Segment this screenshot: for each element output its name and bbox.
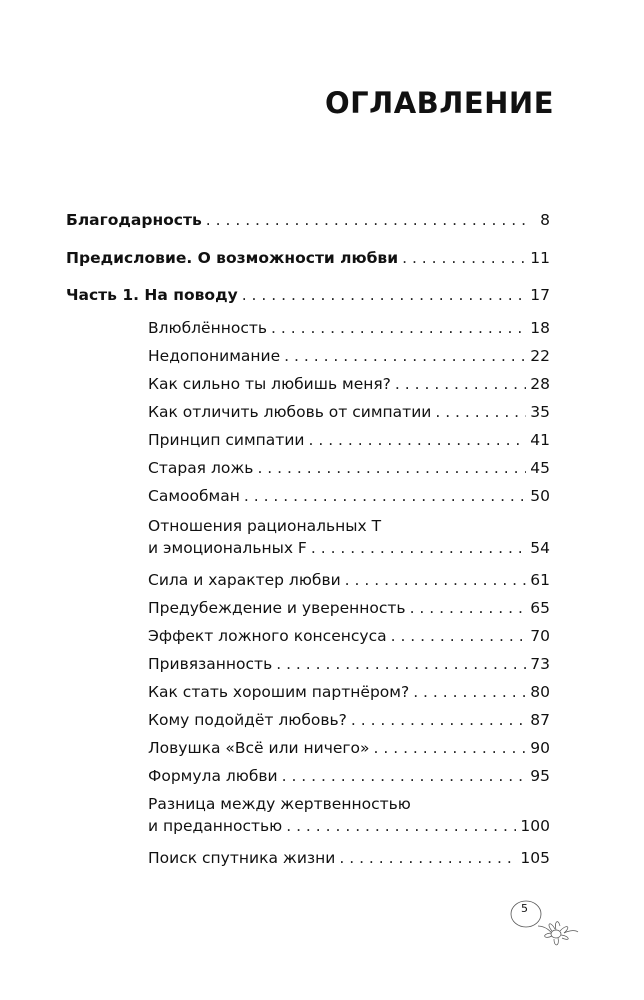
dot-leader (244, 485, 526, 507)
toc-entry-label: Самообман (148, 487, 240, 505)
toc-entry (148, 847, 550, 869)
dot-leader (351, 709, 526, 731)
toc-entry (148, 737, 550, 759)
toc-entry (148, 317, 550, 339)
toc-entry-label: Эффект ложного консенсуса (148, 627, 387, 645)
toc-entry (148, 345, 550, 367)
dot-leader (339, 847, 516, 869)
toc-entry-page: 28 (530, 375, 550, 393)
toc-entry-page: 41 (530, 431, 550, 449)
dot-leader (435, 401, 526, 423)
toc-entry-label: Ловушка «Всё или ничего» (148, 739, 370, 757)
dot-leader (374, 737, 527, 759)
toc-entry (148, 569, 550, 591)
page-number: 5 (521, 902, 528, 915)
toc-entry (148, 625, 550, 647)
daisy-flower-icon (508, 896, 580, 948)
dot-leader (286, 815, 516, 837)
toc-entry-label: Кому подойдёт любовь? (148, 711, 347, 729)
toc-entry (66, 247, 550, 269)
dot-leader (276, 653, 526, 675)
toc-entry (148, 793, 550, 837)
toc-entry-label: Сила и характер любви (148, 571, 341, 589)
toc-entry-label: Влюблённость (148, 319, 268, 337)
dot-leader (391, 625, 527, 647)
toc-entry-label-line1: Разница между жертвенностью (148, 795, 411, 813)
toc-entry-page: 65 (530, 599, 550, 617)
toc-entry-page: 90 (530, 739, 550, 757)
toc-entry (148, 429, 550, 451)
toc-entry (148, 373, 550, 395)
toc-entry-label: Недопонимание (148, 347, 281, 365)
toc-entry (148, 681, 550, 703)
toc-entry (148, 485, 550, 507)
toc-entry-page: 80 (530, 683, 550, 701)
toc-entry-label: Формула любви (148, 767, 278, 785)
toc-entry-label: Привязанность (148, 655, 273, 673)
page-title: ОГЛАВЛЕНИЕ (324, 86, 554, 120)
toc-entry-page: 105 (520, 849, 550, 867)
toc-entry-page: 100 (520, 817, 550, 835)
toc-entry-page: 61 (530, 571, 550, 589)
dot-leader (242, 284, 527, 306)
toc-entry (148, 457, 550, 479)
toc-entry-label-line1: Отношения рациональных T (148, 517, 382, 535)
toc-entry-page: 22 (530, 347, 550, 365)
toc-entry-label: Благодарность (66, 211, 202, 229)
dot-leader (282, 765, 527, 787)
toc-entry-page: 70 (530, 627, 550, 645)
toc-entry-page: 87 (530, 711, 550, 729)
toc-entry-label: Предубеждение и уверенность (148, 599, 406, 617)
toc-entry (148, 765, 550, 787)
toc-entry-label: и преданностью (148, 817, 283, 835)
dot-leader (311, 537, 526, 559)
toc-entry-label: Часть 1. На поводу (66, 286, 238, 304)
toc-entry-label: Принцип симпатии (148, 431, 305, 449)
toc-entry-page: 17 (530, 286, 550, 304)
dot-leader (308, 429, 526, 451)
toc-entry (148, 515, 550, 559)
toc-entry (66, 284, 550, 306)
dot-leader (410, 597, 527, 619)
toc-entry-label: Предисловие. О возможности любви (66, 249, 399, 267)
toc-entry-page: 50 (530, 487, 550, 505)
dot-leader (345, 569, 527, 591)
toc-entry-label: Как отличить любовь от симпатии (148, 403, 432, 421)
toc-entry (148, 653, 550, 675)
toc-entry-page: 73 (530, 655, 550, 673)
dot-leader (402, 247, 526, 269)
dot-leader (206, 209, 528, 231)
toc-entry-page: 35 (530, 403, 550, 421)
toc-entry-page: 45 (530, 459, 550, 477)
toc-entry-label: Как сильно ты любишь меня? (148, 375, 391, 393)
dot-leader (271, 317, 526, 339)
toc-entry-label: и эмоциональных F (148, 539, 307, 557)
toc-entry-label: Как стать хорошим партнёром? (148, 683, 410, 701)
toc-entry (148, 709, 550, 731)
toc-entry-page: 18 (530, 319, 550, 337)
toc-entry-page: 11 (530, 249, 550, 267)
toc-entry (148, 597, 550, 619)
toc-entry-page: 54 (530, 539, 550, 557)
toc-entry (66, 209, 550, 231)
toc-entry-label: Поиск спутника жизни (148, 849, 336, 867)
toc-entry (148, 401, 550, 423)
dot-leader (257, 457, 526, 479)
dot-leader (413, 681, 526, 703)
dot-leader (395, 373, 526, 395)
toc-entry-page: 8 (540, 211, 550, 229)
dot-leader (284, 345, 526, 367)
toc-entry-page: 95 (530, 767, 550, 785)
toc-entry-label: Старая ложь (148, 459, 254, 477)
